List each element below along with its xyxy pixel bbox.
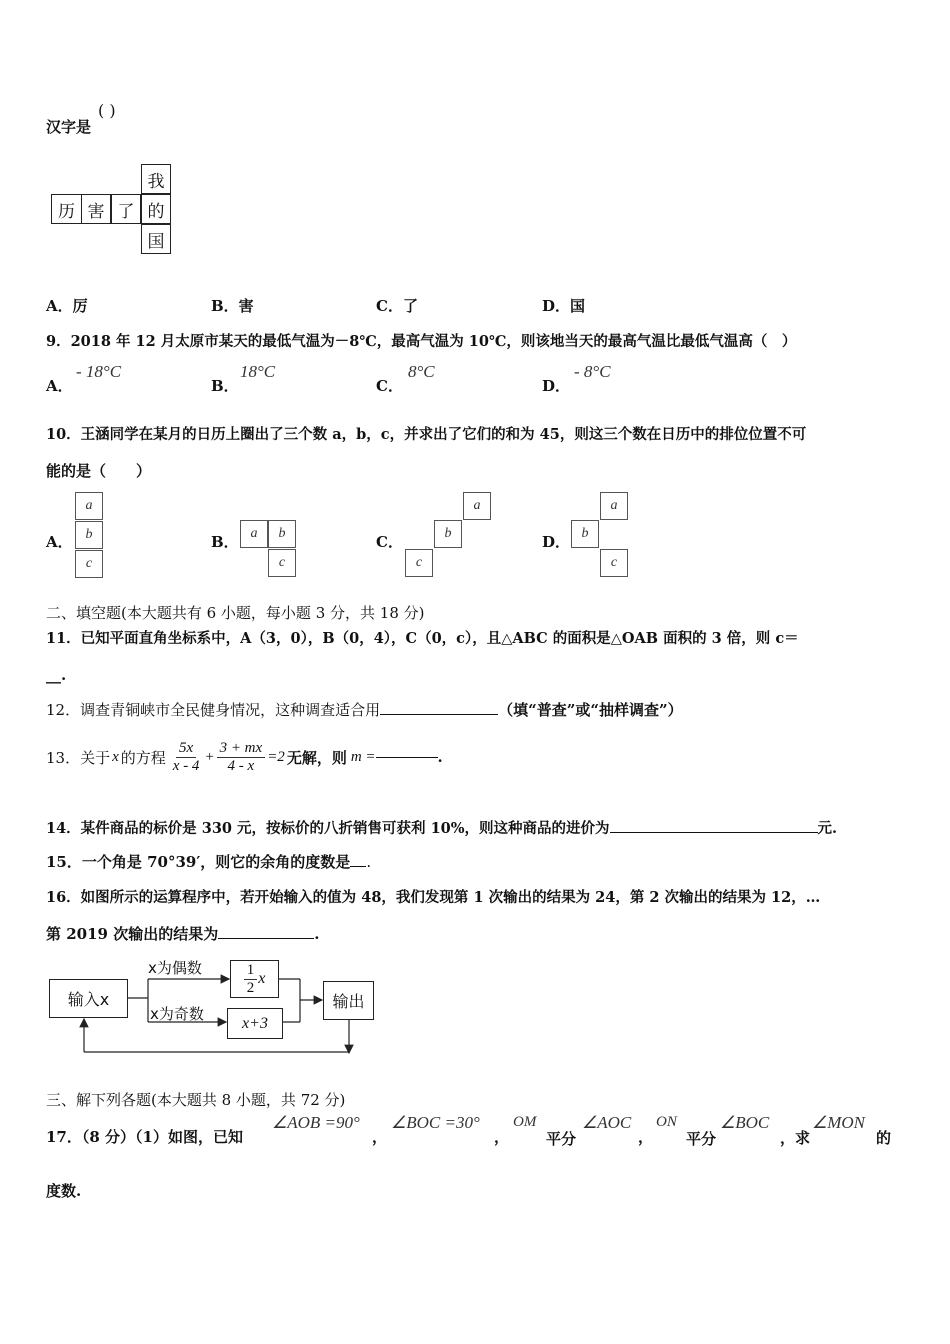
flow-odd-label: x为奇数 — [150, 1005, 204, 1023]
q17-lead: 17．（8 分）（1）如图，已知 — [46, 1128, 243, 1146]
q14-question: 14．某件商品的标价是 330 元，按标价的八折销售可获利 10%，则这种商品的进价为 — [46, 820, 610, 837]
q9-option-d-letter[interactable]: D． — [542, 377, 571, 395]
q15-question: 15．一个角是 70°39′，则它的余角的度数是 — [46, 853, 351, 871]
net-cell: 害 — [81, 194, 111, 224]
q16-line1: 16．如图所示的运算程序中，若开始输入的值为 48，我们发现第 1 次输出的结果为 24，第 2 次输出的结果为 12，… — [46, 889, 821, 906]
flow-input-box: 输入x — [49, 979, 128, 1018]
q17-bisect-1: 平分 — [546, 1130, 577, 1148]
q8-option-d[interactable]: D．国 — [542, 297, 586, 315]
q10-line2: 能的是（ ） — [46, 462, 152, 480]
cal-cell-b: b — [75, 521, 103, 549]
q13-mid: 的方程 — [120, 748, 166, 767]
q17-comma: ， — [372, 1128, 388, 1146]
q13-fraction-1: $\frac{5x}{x - 4}$ — [172, 739, 200, 774]
q9-option-c-value: 8°C — [408, 362, 435, 381]
cal-cell-b: b — [268, 520, 296, 548]
q13-plus: + — [204, 748, 215, 765]
q17-comma: ， — [638, 1128, 654, 1146]
net-cell: 国 — [141, 224, 171, 254]
q17-bisect-2: 平分 — [686, 1130, 717, 1148]
q10-option-a[interactable]: A． — [46, 533, 73, 551]
cal-cell-c: c — [405, 549, 433, 577]
flow-even-label: x为偶数 — [148, 959, 202, 977]
q12-before: 12．调查青铜峡市全民健身情况，这种调查适合用 — [46, 701, 381, 719]
q13-var: x — [112, 748, 119, 765]
section-3-title: 三、解下列各题(本大题共 8 小题，共 72 分) — [46, 1091, 346, 1109]
cal-cell-a: a — [240, 520, 268, 548]
q11-text: 11．已知平面直角坐标系中，A（3，0），B（0，4），C（0，c），且△ABC 的面积是△OAB 面积的 3 倍，则 c＝ — [46, 630, 799, 647]
section-2-title: 二、填空题(本大题共有 6 小题，每小题 3 分，共 18 分) — [46, 604, 425, 622]
q11-end: __. — [46, 666, 67, 684]
q17-ask: ，求 — [780, 1129, 811, 1147]
q13-before: 13．关于 — [46, 748, 111, 767]
cal-cell-a: a — [463, 492, 491, 520]
cal-cell-c: c — [75, 550, 103, 578]
q15-end: . — [366, 853, 372, 871]
q17-comma: ， — [494, 1128, 510, 1146]
q12-after: （填“普查”或“抽样调查”） — [498, 701, 683, 719]
net-cell: 的 — [141, 194, 171, 224]
q9-option-d-value: - 8°C — [574, 362, 611, 381]
flow-arrows — [0, 0, 400, 1070]
cal-cell-a: a — [600, 492, 628, 520]
q9-text: 9．2018 年 12 月太原市某天的最低气温为－8℃，最高气温为 10℃，则该地当天的最高气温比最低气温高（ ） — [46, 333, 797, 350]
cal-cell-b: b — [434, 520, 462, 548]
q9-option-a-letter[interactable]: A． — [46, 377, 73, 395]
q8-stem: 汉字是 — [46, 118, 92, 136]
q8-option-b[interactable]: B．害 — [211, 297, 254, 315]
q16-question: 第 2019 次输出的结果为 — [46, 925, 219, 943]
q17-angle-mon: ∠MON — [812, 1113, 866, 1132]
q14-answer-blank[interactable] — [610, 832, 818, 833]
q17-om: OM — [513, 1114, 537, 1130]
cal-cell-c: c — [268, 549, 296, 577]
q17-angle-boc: ∠BOC =30° — [391, 1113, 480, 1132]
q13-end: . — [437, 748, 443, 766]
q9-option-c-letter[interactable]: C． — [376, 377, 403, 395]
cal-cell-b: b — [571, 520, 599, 548]
q17-of: 的 — [876, 1129, 892, 1147]
net-cell: 了 — [111, 194, 141, 224]
q17-on: ON — [656, 1114, 677, 1130]
net-cell: 历 — [51, 194, 82, 224]
q9-option-b-letter[interactable]: B． — [211, 377, 239, 395]
cal-cell-c: c — [600, 549, 628, 577]
q10-option-b[interactable]: B． — [211, 533, 239, 551]
q17-line2: 度数. — [46, 1182, 82, 1200]
flow-output-box: 输出 — [323, 981, 374, 1020]
flow-half-box: $\frac{1}{2}$ x — [230, 960, 279, 998]
q13-equals: =2 — [267, 748, 285, 765]
q8-paren: ( ) — [98, 101, 116, 120]
q10-option-d[interactable]: D． — [542, 533, 571, 551]
flow-plus3-box: x+3 — [227, 1008, 283, 1039]
q10-option-c[interactable]: C． — [376, 533, 403, 551]
q10-line1: 10．王涵同学在某月的日历上圈出了三个数 a，b，c，并求出了它们的和为 45，则这三个数在日历中的排位位置不可 — [46, 426, 807, 443]
q17-angle-aoc: ∠AOC — [582, 1113, 632, 1132]
net-cell: 我 — [141, 164, 171, 194]
q13-m: m = — [350, 748, 376, 765]
q9-option-b-value: 18°C — [240, 362, 276, 381]
q9-option-a-value: - 18°C — [76, 362, 122, 381]
q8-option-a[interactable]: A．厉 — [46, 297, 88, 315]
q16-end: . — [314, 925, 320, 943]
cal-cell-a: a — [75, 492, 103, 520]
q13-fraction-2: $\frac{3 + mx}{4 - x}$ — [217, 740, 266, 775]
q17-angle-boc-2: ∠BOC — [720, 1113, 770, 1132]
q8-option-c[interactable]: C．了 — [376, 297, 418, 315]
q14-end: 元. — [817, 820, 838, 837]
q17-angle-aob: ∠AOB =90° — [272, 1113, 360, 1132]
q13-after: 无解，则 — [286, 748, 347, 767]
